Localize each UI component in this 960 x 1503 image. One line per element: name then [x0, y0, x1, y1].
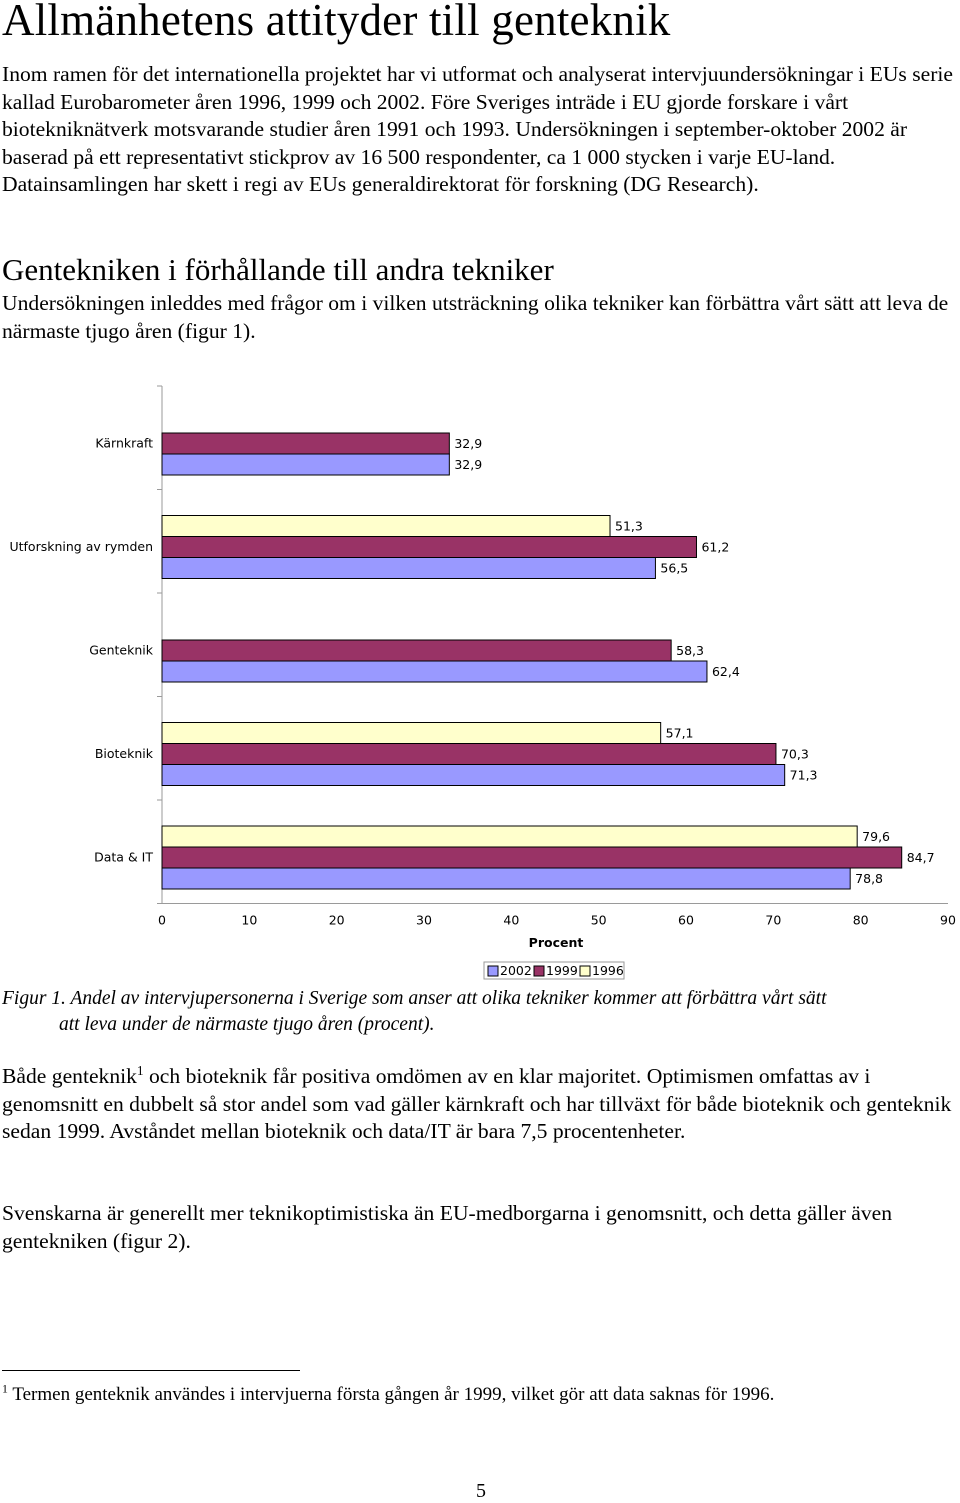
section-heading: Gentekniken i förhållande till andra tekniker — [2, 252, 554, 287]
chart-bars — [162, 433, 902, 889]
body-paragraph-1 — [2, 1063, 956, 1146]
bar-kärnkraft-1999 — [162, 433, 449, 454]
category-label-genteknik: Genteknik — [89, 642, 153, 658]
chart-x-axis-label: Procent — [528, 935, 584, 950]
caption-text: Andel av intervjupersonerna i Sverige som anser att olika tekniker kommer att förbättra vårt sätt — [70, 988, 827, 1009]
category-label-kärnkraft: Kärnkraft — [95, 435, 153, 451]
intro-paragraph: Inom ramen för det internationella projektet har vi utformat och analyserat intervjuundersökningar i EUs serie kallad Eurobarometer åren 1996, 1999 och 2002. Före Sveriges inträde i EU gjorde forskare i vårt biotekniknätverk motsvarande studier åren 1991 och 1993. Undersökningen i september-oktober 2002 är baserad på ett representativt stickprov av 16 500 respondenter, ca 1 000 stycken i varje EU-land. Datainsamlingen har skett i regi av EUs generaldirektorat för forskning (DG Research). — [2, 62, 954, 196]
bar-label-utforskning-av-rymden-1999: 61,2 — [701, 539, 730, 555]
bar-label-bioteknik-1999: 70,3 — [780, 746, 809, 762]
caption-label: Figur 1. — [2, 988, 66, 1009]
bar-data-it-1996 — [162, 826, 857, 847]
bar-data-it-2002 — [162, 868, 850, 889]
page-title: Allmänhetens attityder till genteknik — [2, 0, 671, 45]
caption-text-continued: att leva under de närmaste tjugo åren (procent). — [59, 1013, 435, 1035]
x-tick-label-50: 50 — [590, 912, 607, 928]
chart-legend — [484, 962, 624, 979]
bar-data-it-1999 — [162, 847, 902, 868]
bar-bioteknik-1996 — [162, 723, 661, 744]
footnote-divider — [2, 1370, 300, 1371]
body-paragraph-1-rest: och bioteknik får positiva omdömen av en klar majoritet. Optimismen omfattas av i genomsnitt en dubbelt så stor andel som vad gäller kärnkraft och har tillväxt för både bioteknik och genteknik sedan 1999. Avståndet mellan bioteknik och data/IT är bara 7,5 procentenheter. — [2, 1064, 952, 1143]
bar-utforskning-av-rymden-2002 — [162, 558, 655, 579]
x-tick-label-40: 40 — [503, 912, 520, 928]
footnote — [2, 1383, 774, 1407]
bar-label-utforskning-av-rymden-1996: 51,3 — [615, 518, 643, 534]
category-label-data-it: Data & IT — [94, 849, 153, 865]
x-tick-label-0: 0 — [158, 912, 166, 928]
footnote-number: 1 — [2, 1382, 8, 1396]
bar-label-genteknik-2002: 62,4 — [711, 664, 740, 679]
legend-swatch-2002 — [488, 966, 498, 976]
body-paragraph-1-start: Både genteknik — [2, 1064, 137, 1088]
legend-swatch-1996 — [580, 966, 590, 976]
x-tick-label-10: 10 — [241, 912, 258, 928]
bar-label-bioteknik-1996: 57,1 — [665, 725, 694, 741]
x-tick-label-70: 70 — [765, 912, 782, 928]
legend-label-2002: 2002 — [500, 963, 532, 978]
bar-label-data-it-1999: 84,7 — [906, 850, 935, 865]
chart-category-labels — [9, 436, 153, 865]
category-label-bioteknik: Bioteknik — [94, 746, 153, 761]
chart-x-ticks — [158, 913, 956, 928]
bar-label-bioteknik-2002: 71,3 — [789, 767, 818, 783]
x-tick-label-20: 20 — [328, 912, 345, 928]
bar-label-data-it-2002: 78,8 — [855, 871, 884, 886]
bar-label-data-it-1996: 79,6 — [862, 829, 891, 844]
legend-swatch-1999 — [534, 966, 544, 976]
bar-label-genteknik-1999: 58,3 — [676, 643, 704, 658]
page-number: 5 — [476, 1480, 486, 1502]
x-tick-label-80: 80 — [852, 912, 869, 928]
bar-chart — [0, 380, 960, 985]
bar-label-utforskning-av-rymden-2002: 56,5 — [660, 560, 689, 576]
bar-label-kärnkraft-2002: 32,9 — [454, 457, 483, 472]
x-tick-label-30: 30 — [416, 912, 432, 928]
bar-label-kärnkraft-1999: 32,9 — [454, 436, 483, 451]
footnote-text: Termen genteknik användes i intervjuerna första gången år 1999, vilket gör att data saknas för 1996. — [12, 1384, 775, 1405]
bar-kärnkraft-2002 — [162, 454, 449, 475]
bar-bioteknik-2002 — [162, 765, 785, 786]
x-tick-label-60: 60 — [678, 912, 694, 928]
footnote-reference[interactable]: 1 — [136, 1062, 144, 1078]
bar-utforskning-av-rymden-1999 — [162, 537, 696, 558]
figure-caption — [2, 986, 956, 1037]
bar-utforskning-av-rymden-1996 — [162, 516, 610, 537]
x-tick-label-90: 90 — [940, 912, 956, 928]
legend-label-1999: 1999 — [546, 963, 578, 978]
category-label-utforskning-av-rymden: Utforskning av rymden — [9, 539, 153, 554]
bar-genteknik-2002 — [162, 661, 707, 682]
legend-label-1996: 1996 — [592, 963, 624, 978]
bar-genteknik-1999 — [162, 640, 671, 661]
section-paragraph: Undersökningen inleddes med frågor om i vilken utsträckning olika tekniker kan förbättra vårt sätt att leva de närmaste tjugo åren (figur 1). — [2, 291, 949, 343]
body-paragraph-2: Svenskarna är generellt mer teknikoptimistiska än EU-medborgarna i genomsnitt, och detta gäller även gentekniken (figur 2). — [2, 1201, 893, 1253]
bar-bioteknik-1999 — [162, 744, 776, 765]
